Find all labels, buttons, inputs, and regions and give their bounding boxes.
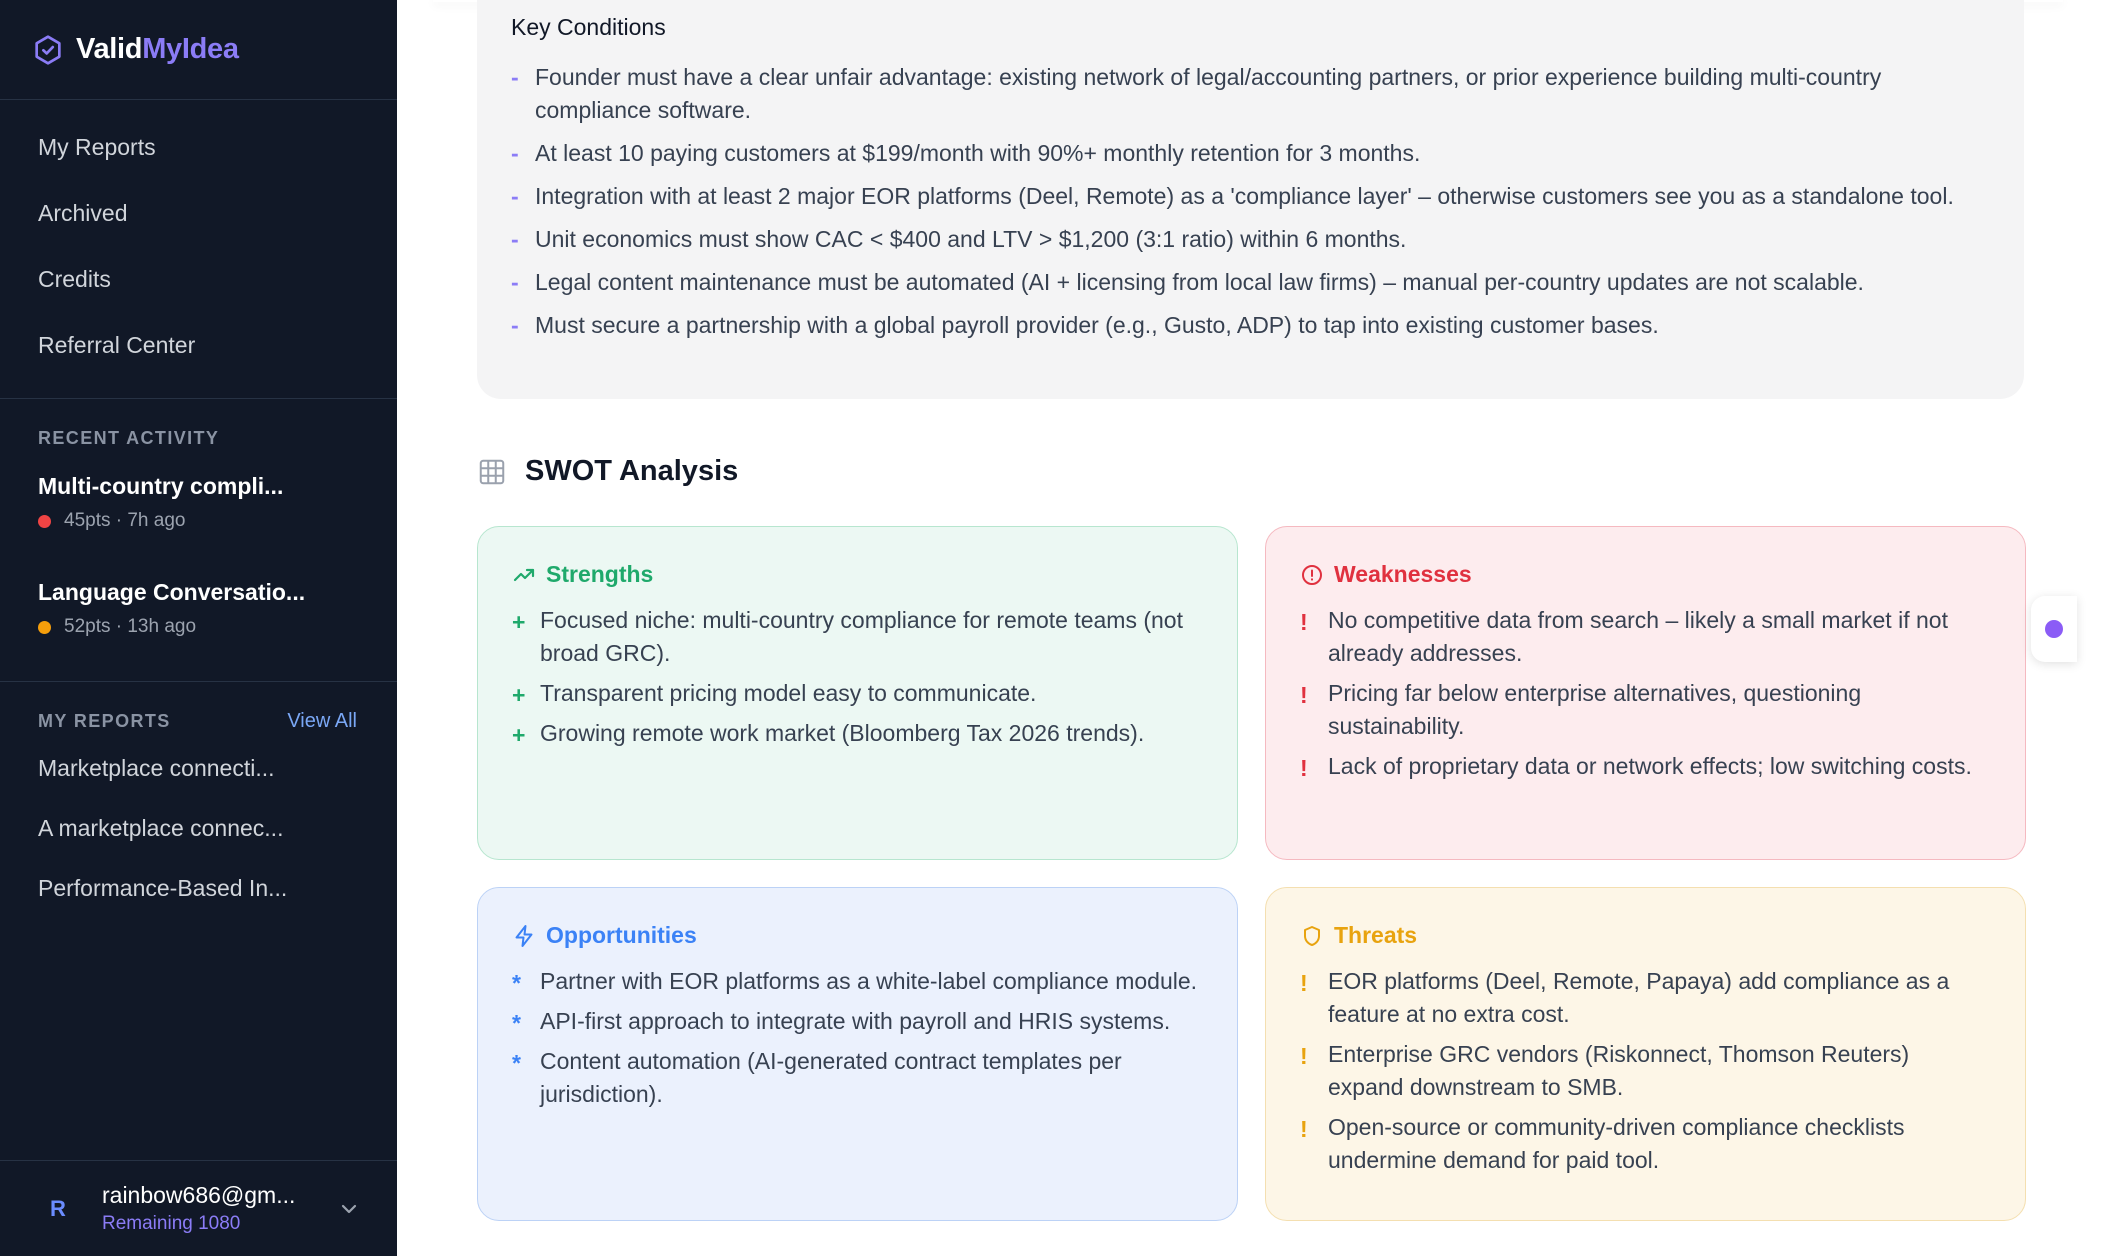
recent-activity-item-meta xyxy=(38,616,359,638)
view-all-link[interactable]: View All xyxy=(287,709,357,732)
bullet: - xyxy=(511,269,519,295)
nav-item-credits[interactable]: Credits xyxy=(38,265,111,292)
list-item-text: Enterprise GRC vendors (Riskonnect, Thomson Reuters) expand downstream to SMB. xyxy=(1328,1041,1910,1100)
strengths-title: Strengths xyxy=(546,561,654,587)
plus-mark: + xyxy=(512,722,526,748)
list-item-text: Partner with EOR platforms as a white-label compliance module. xyxy=(540,968,1198,994)
key-condition-text: Integration with at least 2 major EOR platforms (Deel, Remote) as a 'compliance layer' – otherwise customers see you as a standalone tool. xyxy=(535,183,1954,209)
swot-header xyxy=(477,455,738,488)
key-condition-item xyxy=(511,137,1990,170)
key-conditions-list xyxy=(511,61,1990,342)
asterisk-mark: * xyxy=(512,970,521,996)
bullet: - xyxy=(511,140,519,166)
list-item-text: Open-source or community-driven compliance checklists undermine demand for paid tool. xyxy=(1328,1114,1905,1173)
nav-item-referral-center[interactable]: Referral Center xyxy=(38,331,196,358)
exclamation-mark: ! xyxy=(1300,755,1308,781)
swot-weaknesses-card xyxy=(1265,526,2026,860)
key-condition-item xyxy=(511,180,1990,213)
strengths-list xyxy=(512,604,1203,750)
status-dot xyxy=(38,621,51,634)
recent-activity-item-meta-text: 45pts · 7h ago xyxy=(64,510,186,531)
floating-assistant-button[interactable] xyxy=(2031,596,2077,662)
trending-up-icon xyxy=(512,563,536,587)
key-condition-item xyxy=(511,61,1990,127)
swot-strengths-card xyxy=(477,526,1238,860)
list-item-text: Content automation (AI-generated contract templates per jurisdiction). xyxy=(540,1048,1122,1107)
user-menu[interactable] xyxy=(0,1160,397,1256)
exclamation-mark: ! xyxy=(1300,682,1308,708)
list-item-text: Focused niche: multi-country compliance for remote teams (not broad GRC). xyxy=(540,607,1183,666)
key-condition-item xyxy=(511,309,1990,342)
threats-list xyxy=(1300,965,1991,1177)
sidebar xyxy=(0,0,397,1256)
key-conditions-card xyxy=(477,0,2024,399)
list-item-text: Lack of proprietary data or network effects; low switching costs. xyxy=(1328,753,1972,779)
shield-icon xyxy=(1300,924,1324,948)
recent-activity-item-title: Language Conversatio... xyxy=(38,579,306,605)
avatar: R xyxy=(50,1195,66,1221)
user-info xyxy=(102,1182,295,1235)
report-item[interactable]: A marketplace connec... xyxy=(38,814,284,841)
main-nav xyxy=(0,100,397,399)
swot-opportunities-card xyxy=(477,887,1238,1221)
weaknesses-title: Weaknesses xyxy=(1334,561,1472,587)
key-conditions-title: Key Conditions xyxy=(511,14,666,40)
recent-activity-item-meta xyxy=(38,510,359,532)
bullet: - xyxy=(511,64,519,90)
asterisk-mark: * xyxy=(512,1050,521,1076)
opportunities-title: Opportunities xyxy=(546,922,697,948)
recent-activity-item-meta-text: 52pts · 13h ago xyxy=(64,616,197,637)
asterisk-mark: * xyxy=(512,1010,521,1036)
list-item xyxy=(1300,604,1991,670)
recent-activity-header xyxy=(0,399,397,455)
card-header xyxy=(1300,922,1991,949)
grid-icon xyxy=(477,457,507,487)
list-item xyxy=(1300,1111,1991,1177)
lightning-icon xyxy=(512,924,536,948)
card-header xyxy=(512,922,1203,949)
plus-mark: + xyxy=(512,609,526,635)
swot-title: SWOT Analysis xyxy=(525,455,739,487)
status-dot-icon xyxy=(2045,620,2063,638)
recent-activity-item-title: Multi-country compli... xyxy=(38,473,284,499)
card-header xyxy=(512,561,1203,588)
report-item[interactable]: Performance-Based In... xyxy=(38,874,288,901)
my-reports-title: MY REPORTS xyxy=(38,710,171,731)
card-header xyxy=(1300,561,1991,588)
bullet: - xyxy=(511,226,519,252)
list-item xyxy=(1300,677,1991,743)
bullet: - xyxy=(511,183,519,209)
key-condition-item xyxy=(511,266,1990,299)
plus-mark: + xyxy=(512,682,526,708)
exclamation-mark: ! xyxy=(1300,1116,1308,1142)
status-dot xyxy=(38,515,51,528)
brand-name-part2: MyIdea xyxy=(142,33,239,65)
list-item-text: No competitive data from search – likely a small market if not already addresses. xyxy=(1328,607,1948,666)
user-remaining-credits: Remaining 1080 xyxy=(102,1213,241,1234)
my-reports-header xyxy=(0,682,397,738)
report-item[interactable]: Marketplace connecti... xyxy=(38,754,275,781)
key-condition-text: Legal content maintenance must be automated (AI + licensing from local law firms) – manual per-country updates are not scalable. xyxy=(535,269,1864,295)
exclamation-mark: ! xyxy=(1300,970,1308,996)
key-condition-item xyxy=(511,223,1990,256)
list-item xyxy=(512,1045,1203,1111)
exclamation-mark: ! xyxy=(1300,609,1308,635)
recent-activity-title: RECENT ACTIVITY xyxy=(38,427,220,448)
opportunities-list xyxy=(512,965,1203,1111)
exclamation-mark: ! xyxy=(1300,1043,1308,1069)
brand-name-part1: Valid xyxy=(76,33,143,65)
list-item xyxy=(1300,750,1991,783)
user-email: rainbow686@gm... xyxy=(102,1182,296,1208)
threats-title: Threats xyxy=(1334,922,1418,948)
nav-item-my-reports[interactable]: My Reports xyxy=(38,133,156,160)
list-item xyxy=(1300,1038,1991,1104)
recent-activity-item[interactable] xyxy=(0,561,397,667)
key-condition-text: Must secure a partnership with a global payroll provider (e.g., Gusto, ADP) to tap into existing customer bases. xyxy=(535,312,1659,338)
list-item-text: Transparent pricing model easy to communicate. xyxy=(540,680,1037,706)
list-item xyxy=(512,677,1203,710)
list-item-text: EOR platforms (Deel, Remote, Papaya) add compliance as a feature at no extra cost. xyxy=(1328,968,1950,1027)
list-item-text: API-first approach to integrate with payroll and HRIS systems. xyxy=(540,1008,1171,1034)
list-item xyxy=(1300,965,1991,1031)
hexagon-check-icon xyxy=(32,34,64,66)
my-reports-section xyxy=(0,682,397,918)
key-condition-text: Unit economics must show CAC < $400 and LTV > $1,200 (3:1 ratio) within 6 months. xyxy=(535,226,1407,252)
key-condition-text: Founder must have a clear unfair advantage: existing network of legal/accounting partners, or prior experience building multi-country compliance software. xyxy=(535,64,1882,123)
bullet: - xyxy=(511,312,519,338)
main-content xyxy=(397,0,2102,1256)
alert-circle-icon xyxy=(1300,563,1324,587)
list-item-text: Pricing far below enterprise alternatives, questioning sustainability. xyxy=(1328,680,1862,739)
list-item xyxy=(512,717,1203,750)
swot-threats-card xyxy=(1265,887,2026,1221)
list-item-text: Growing remote work market (Bloomberg Tax 2026 trends). xyxy=(540,720,1145,746)
brand[interactable] xyxy=(0,0,397,100)
list-item xyxy=(512,604,1203,670)
nav-item-archived[interactable]: Archived xyxy=(38,199,128,226)
recent-activity-item[interactable] xyxy=(0,455,397,561)
key-condition-text: At least 10 paying customers at $199/month with 90%+ monthly retention for 3 months. xyxy=(535,140,1421,166)
recent-activity-section xyxy=(0,399,397,682)
chevron-down-icon[interactable] xyxy=(337,1197,361,1221)
list-item xyxy=(512,1005,1203,1038)
weaknesses-list xyxy=(1300,604,1991,783)
list-item xyxy=(512,965,1203,998)
brand-name xyxy=(76,33,239,66)
